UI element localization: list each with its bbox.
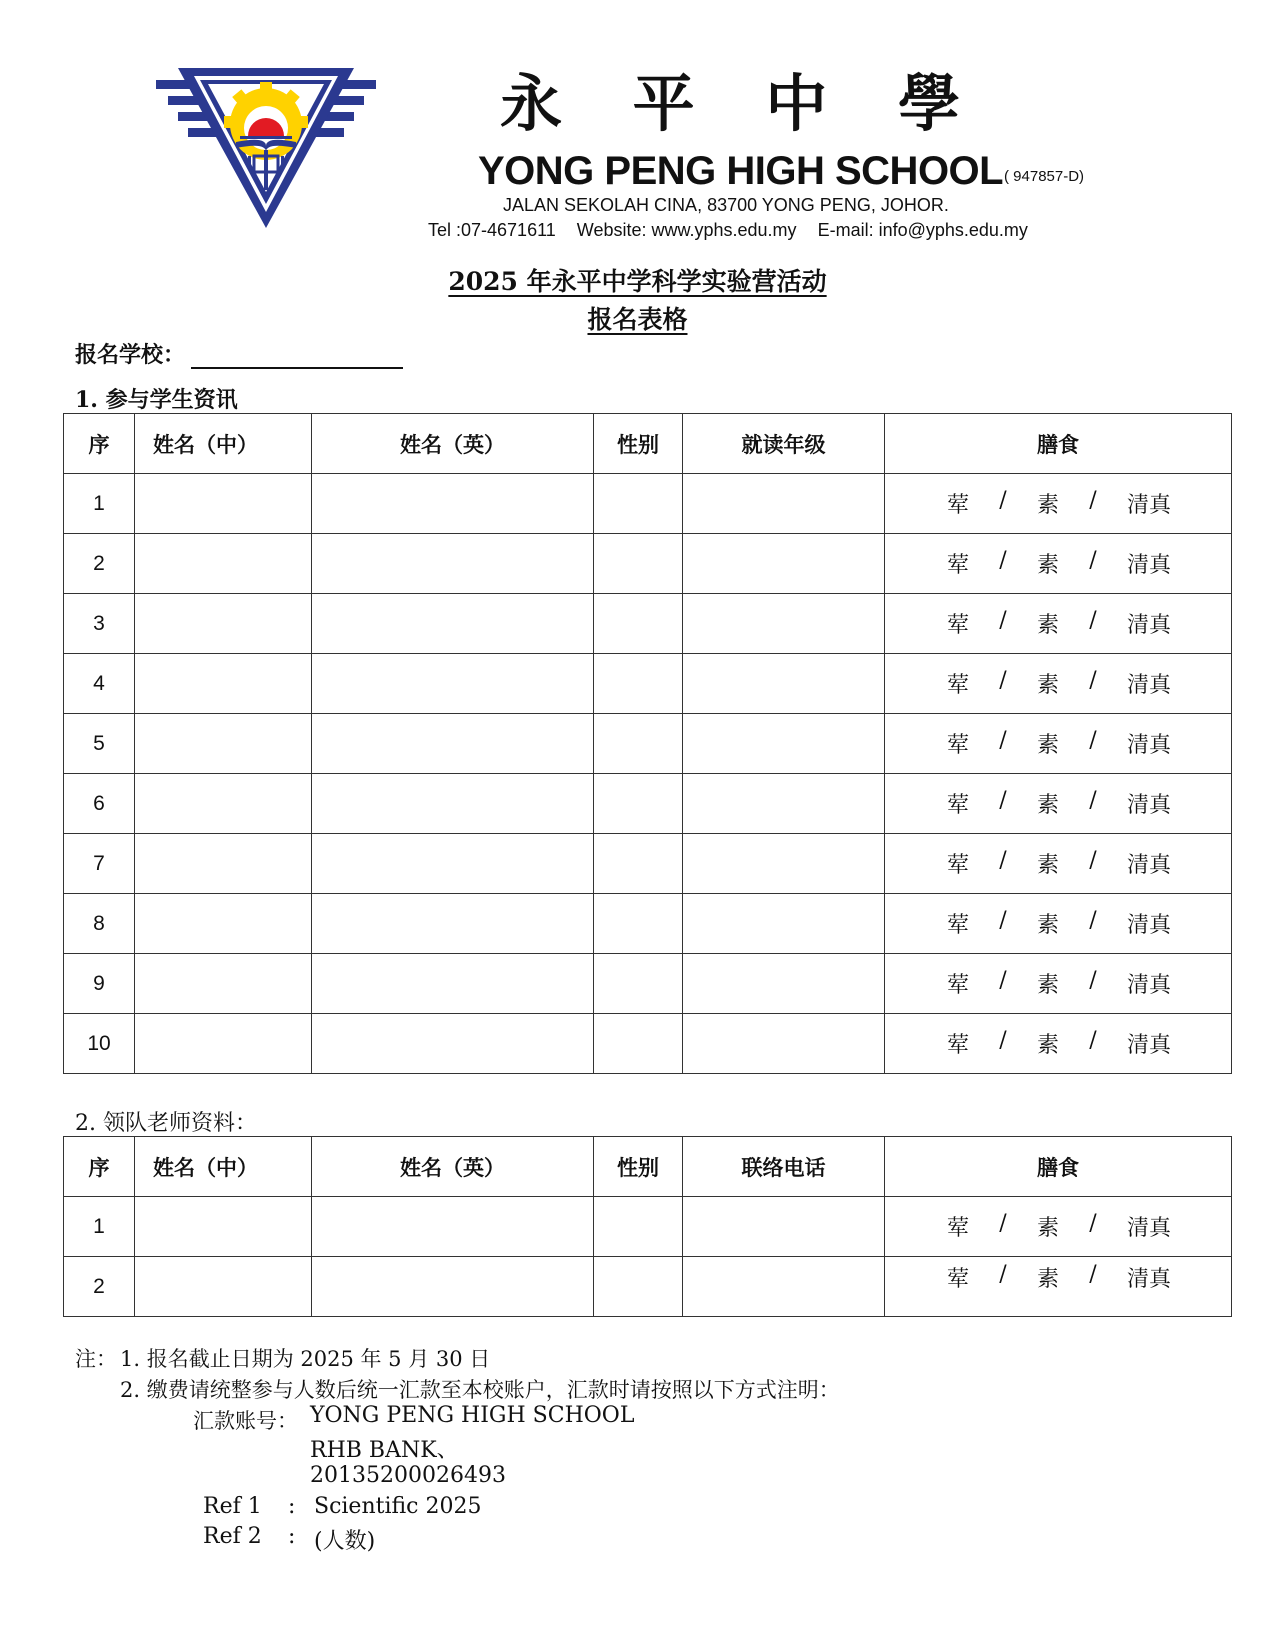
meal-option[interactable]: 素	[1036, 493, 1059, 518]
meal-separator: /	[1089, 968, 1097, 993]
gender-cell[interactable]	[594, 474, 683, 534]
meal-options	[947, 548, 1171, 579]
grade-cell[interactable]	[683, 954, 885, 1014]
meal-option[interactable]: 清真	[1126, 973, 1171, 998]
registration-number: ( 947857-D)	[1004, 168, 1085, 185]
meal-option[interactable]: 清真	[1126, 913, 1171, 938]
table-row	[64, 1014, 1232, 1074]
name-en-cell[interactable]	[312, 834, 594, 894]
meal-option[interactable]: 荤	[947, 1267, 970, 1292]
meal-option[interactable]: 清真	[1126, 1267, 1171, 1292]
name-cn-cell[interactable]	[135, 594, 312, 654]
col-header-grade: 就读年级	[683, 414, 885, 474]
meal-separator: /	[1089, 788, 1097, 813]
name-en-cell[interactable]	[312, 654, 594, 714]
meal-options	[947, 968, 1171, 999]
ref1-label: Ref 1	[203, 1494, 262, 1519]
gender-cell[interactable]	[594, 594, 683, 654]
row-number-cell: 1	[64, 474, 135, 534]
meal-cell	[885, 774, 1232, 834]
name-cn-cell[interactable]	[135, 1197, 312, 1257]
meal-option[interactable]: 素	[1036, 913, 1059, 938]
grade-cell[interactable]	[683, 534, 885, 594]
name-en-cell[interactable]	[312, 894, 594, 954]
school-english-name: YONG PENG HIGH SCHOOL	[478, 149, 1004, 193]
school-address: JALAN SEKOLAH CINA, 83700 YONG PENG, JOHOR.	[503, 195, 949, 215]
contact-line	[428, 220, 1044, 241]
name-en-cell[interactable]	[312, 954, 594, 1014]
meal-option[interactable]: 清真	[1126, 793, 1171, 818]
name-en-cell[interactable]	[312, 774, 594, 834]
table-header-row	[64, 1137, 1232, 1197]
email: E-mail: info@yphs.edu.my	[817, 220, 1028, 240]
meal-option[interactable]: 荤	[947, 793, 970, 818]
meal-separator: /	[1089, 848, 1097, 873]
col-header-gender: 性别	[594, 1137, 683, 1197]
meal-option[interactable]: 素	[1036, 553, 1059, 578]
gender-cell[interactable]	[594, 894, 683, 954]
meal-options	[947, 1262, 1171, 1293]
meal-options	[947, 608, 1171, 639]
grade-cell[interactable]	[683, 654, 885, 714]
row-number-cell: 4	[64, 654, 135, 714]
meal-option[interactable]: 荤	[947, 613, 970, 638]
name-cn-cell[interactable]	[135, 834, 312, 894]
cn-char: 平	[632, 67, 695, 140]
grade-cell[interactable]	[683, 714, 885, 774]
meal-cell	[885, 894, 1232, 954]
school-blank-line[interactable]	[191, 345, 403, 369]
grade-cell[interactable]	[683, 474, 885, 534]
phone-cell[interactable]	[683, 1257, 885, 1317]
meal-option[interactable]: 素	[1036, 733, 1059, 758]
meal-option[interactable]: 清真	[1126, 1033, 1171, 1058]
row-number-cell: 8	[64, 894, 135, 954]
meal-option[interactable]: 荤	[947, 553, 970, 578]
gender-cell[interactable]	[594, 954, 683, 1014]
ref2-value: (人数)	[314, 1529, 376, 1554]
telephone: Tel :07-4671611	[428, 220, 556, 240]
name-cn-cell[interactable]	[135, 1257, 312, 1317]
meal-separator: /	[999, 788, 1007, 813]
ref2-label: Ref 2	[203, 1524, 262, 1549]
cn-char: 永	[500, 67, 563, 140]
table-row	[64, 1197, 1232, 1257]
grade-cell[interactable]	[683, 834, 885, 894]
name-cn-cell[interactable]	[135, 654, 312, 714]
note-prefix: 注：	[75, 1347, 117, 1371]
phone-cell[interactable]	[683, 1197, 885, 1257]
name-en-cell[interactable]	[312, 474, 594, 534]
section-teachers-title: 2. 领队老师资料：	[75, 1111, 257, 1136]
form-title	[0, 262, 1275, 298]
gender-cell[interactable]	[594, 534, 683, 594]
col-header-meal: 膳食	[885, 414, 1232, 474]
name-cn-cell[interactable]	[135, 714, 312, 774]
row-number-cell: 6	[64, 774, 135, 834]
meal-option[interactable]: 荤	[947, 733, 970, 758]
ref1-colon: :	[288, 1494, 296, 1519]
meal-options	[947, 848, 1171, 879]
meal-option[interactable]: 素	[1036, 613, 1059, 638]
form-subtitle-text: 报名表格	[587, 305, 688, 334]
name-cn-cell[interactable]	[135, 774, 312, 834]
meal-separator: /	[999, 908, 1007, 933]
meal-option[interactable]: 清真	[1126, 613, 1171, 638]
table-row	[64, 1257, 1232, 1317]
meal-separator: /	[999, 548, 1007, 573]
meal-options	[947, 1028, 1171, 1059]
meal-separator: /	[1089, 1028, 1097, 1053]
table-row	[64, 774, 1232, 834]
meal-cell	[885, 714, 1232, 774]
ref1-value: Scientific 2025	[314, 1494, 482, 1519]
gender-cell[interactable]	[594, 1014, 683, 1074]
account-name: YONG PENG HIGH SCHOOL	[310, 1403, 635, 1428]
meal-cell	[885, 654, 1232, 714]
col-header-phone: 联络电话	[683, 1137, 885, 1197]
table-row	[64, 954, 1232, 1014]
meal-option[interactable]: 素	[1036, 853, 1059, 878]
grade-cell[interactable]	[683, 1014, 885, 1074]
school-logo	[156, 66, 376, 231]
gender-cell[interactable]	[594, 834, 683, 894]
meal-option[interactable]: 清真	[1126, 493, 1171, 518]
table-header-row	[64, 414, 1232, 474]
row-number-cell: 2	[64, 1257, 135, 1317]
meal-separator: /	[999, 1262, 1007, 1287]
table-row	[64, 834, 1232, 894]
grade-cell[interactable]	[683, 894, 885, 954]
meal-option[interactable]: 清真	[1126, 553, 1171, 578]
form-title-text: 2025 年永平中学科学实验营活动	[448, 267, 827, 296]
meal-separator: /	[999, 608, 1007, 633]
row-number-cell: 5	[64, 714, 135, 774]
col-header-name-en: 姓名（英）	[312, 1137, 594, 1197]
meal-cell	[885, 834, 1232, 894]
students-table	[63, 413, 1232, 1074]
section-students-title: 1. 参与学生资讯	[75, 387, 238, 413]
gender-cell[interactable]	[594, 714, 683, 774]
meal-option[interactable]: 素	[1036, 793, 1059, 818]
meal-options	[947, 668, 1171, 699]
meal-option[interactable]: 荤	[947, 853, 970, 878]
meal-separator: /	[1089, 1211, 1097, 1236]
meal-option[interactable]: 荤	[947, 1216, 970, 1241]
grade-cell[interactable]	[683, 594, 885, 654]
row-number-cell: 1	[64, 1197, 135, 1257]
meal-option[interactable]: 荤	[947, 673, 970, 698]
meal-cell	[885, 594, 1232, 654]
account-label: 汇款账号：	[193, 1409, 298, 1433]
gender-cell[interactable]	[594, 1257, 683, 1317]
name-cn-cell[interactable]	[135, 1014, 312, 1074]
meal-option[interactable]: 清真	[1126, 673, 1171, 698]
meal-option[interactable]: 素	[1036, 1033, 1059, 1058]
website: Website: www.yphs.edu.my	[576, 220, 797, 240]
name-cn-cell[interactable]	[135, 894, 312, 954]
cn-char: 學	[897, 67, 960, 140]
meal-separator: /	[999, 1211, 1007, 1236]
meal-cell	[885, 474, 1232, 534]
name-en-cell[interactable]	[312, 594, 594, 654]
meal-separator: /	[1089, 728, 1097, 753]
meal-option[interactable]: 荤	[947, 913, 970, 938]
row-number-cell: 2	[64, 534, 135, 594]
row-number-cell: 10	[64, 1014, 135, 1074]
col-header-no: 序	[64, 1137, 135, 1197]
ref2-colon: :	[288, 1524, 296, 1549]
account-number: 20135200026493	[310, 1463, 506, 1488]
name-en-cell[interactable]	[312, 1257, 594, 1317]
meal-separator: /	[999, 668, 1007, 693]
row-number-cell: 3	[64, 594, 135, 654]
meal-separator: /	[999, 968, 1007, 993]
col-header-name-cn: 姓名（中）	[135, 414, 312, 474]
table-row	[64, 714, 1232, 774]
meal-separator: /	[1089, 908, 1097, 933]
name-cn-cell[interactable]	[135, 534, 312, 594]
col-header-name-cn: 姓名（中）	[135, 1137, 312, 1197]
meal-option[interactable]: 清真	[1126, 853, 1171, 878]
name-en-cell[interactable]	[312, 1014, 594, 1074]
grade-cell[interactable]	[683, 774, 885, 834]
table-row	[64, 474, 1232, 534]
meal-options	[947, 488, 1171, 519]
gender-cell[interactable]	[594, 774, 683, 834]
teachers-table	[63, 1136, 1232, 1317]
meal-option[interactable]: 荤	[947, 1033, 970, 1058]
meal-cell	[885, 1014, 1232, 1074]
name-en-cell[interactable]	[312, 1197, 594, 1257]
meal-cell	[885, 534, 1232, 594]
meal-option[interactable]: 清真	[1126, 1216, 1171, 1241]
meal-separator: /	[999, 1028, 1007, 1053]
meal-options	[947, 1211, 1171, 1242]
name-cn-cell[interactable]	[135, 954, 312, 1014]
col-header-no: 序	[64, 414, 135, 474]
meal-cell	[885, 954, 1232, 1014]
col-header-meal: 膳食	[885, 1137, 1232, 1197]
name-en-cell[interactable]	[312, 714, 594, 774]
bank-name: RHB BANK、	[310, 1438, 459, 1463]
name-en-cell[interactable]	[312, 534, 594, 594]
form-subtitle	[0, 300, 1275, 336]
meal-separator: /	[999, 488, 1007, 513]
meal-options	[947, 728, 1171, 759]
table-row	[64, 654, 1232, 714]
gender-cell[interactable]	[594, 1197, 683, 1257]
meal-separator: /	[999, 848, 1007, 873]
meal-option[interactable]: 荤	[947, 493, 970, 518]
col-header-name-en: 姓名（英）	[312, 414, 594, 474]
note-payment: 2. 缴费请统整参与人数后统一汇款至本校账户，汇款时请按照以下方式注明：	[120, 1378, 840, 1402]
col-header-gender: 性别	[594, 414, 683, 474]
meal-option[interactable]: 素	[1036, 1216, 1059, 1241]
school-field	[75, 338, 403, 369]
meal-separator: /	[1089, 668, 1097, 693]
meal-option[interactable]: 素	[1036, 973, 1059, 998]
meal-option[interactable]: 素	[1036, 1267, 1059, 1292]
note-deadline: 1. 报名截止日期为 2025 年 5 月 30 日	[120, 1347, 491, 1371]
meal-separator: /	[1089, 488, 1097, 513]
meal-option[interactable]: 清真	[1126, 733, 1171, 758]
meal-separator: /	[1089, 608, 1097, 633]
meal-cell	[885, 1197, 1232, 1257]
meal-option[interactable]: 素	[1036, 673, 1059, 698]
school-chinese-name	[500, 66, 960, 142]
meal-option[interactable]: 荤	[947, 973, 970, 998]
meal-separator: /	[1089, 548, 1097, 573]
gender-cell[interactable]	[594, 654, 683, 714]
meal-separator: /	[1089, 1262, 1097, 1287]
school-label: 报名学校：	[75, 342, 186, 368]
meal-options	[947, 908, 1171, 939]
table-row	[64, 894, 1232, 954]
name-cn-cell[interactable]	[135, 474, 312, 534]
row-number-cell: 7	[64, 834, 135, 894]
cn-char: 中	[765, 67, 828, 140]
table-row	[64, 594, 1232, 654]
meal-cell	[885, 1257, 1232, 1317]
meal-options	[947, 788, 1171, 819]
row-number-cell: 9	[64, 954, 135, 1014]
table-row	[64, 534, 1232, 594]
meal-separator: /	[999, 728, 1007, 753]
